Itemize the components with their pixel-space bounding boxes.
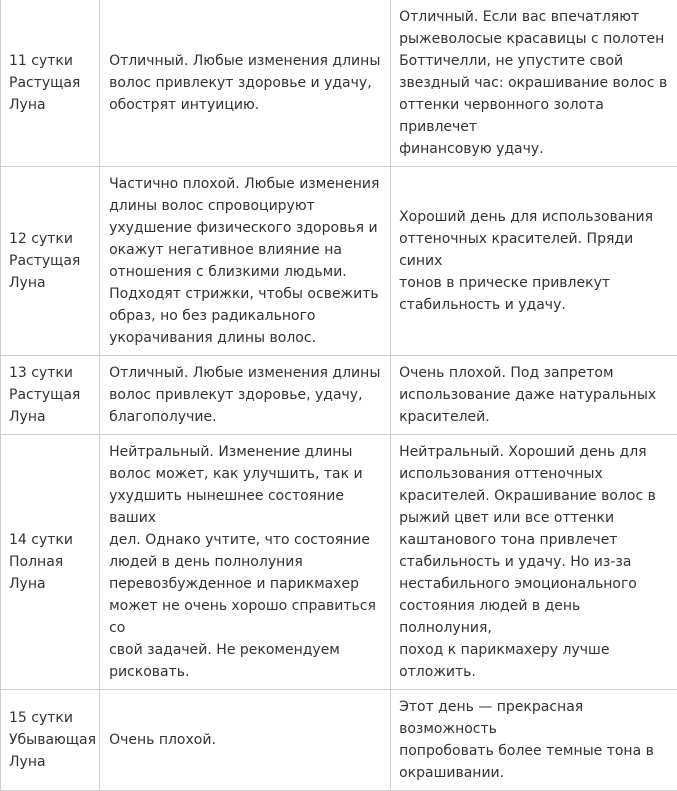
haircut-cell	[100, 690, 391, 791]
table-row	[1, 356, 677, 435]
coloring-cell	[391, 167, 677, 356]
coloring-cell	[391, 0, 677, 167]
haircut-text: Частично плохой. Любые изменения длины волос спровоцируют ухудшение физического здоровья и окажут негативное влияние на отношения с близкими людьми. Подходят стрижки, чтобы освежить образ, но без радикального укорачивания длины волос.	[109, 173, 382, 349]
moon-phase: Убывающая Луна	[9, 729, 95, 773]
haircut-text: Отличный. Любые изменения длины волос привлекут здоровье, удачу, благополучие.	[109, 362, 382, 428]
table-row	[1, 690, 677, 791]
haircut-cell	[100, 356, 391, 435]
moon-phase: Растущая Луна	[9, 384, 95, 428]
table-row	[1, 167, 677, 356]
haircut-text: Отличный. Любые изменения длины волос привлекут здоровье и удачу, обострят интуицию.	[109, 50, 382, 116]
day-number: 12 сутки	[9, 228, 95, 250]
day-number: 15 сутки	[9, 707, 95, 729]
day-cell	[1, 690, 100, 791]
haircut-cell	[100, 435, 391, 690]
day-number: 13 сутки	[9, 362, 95, 384]
day-cell	[1, 0, 100, 167]
coloring-cell	[391, 435, 677, 690]
coloring-text: Этот день — прекрасная возможность попробовать более темные тона в окрашивании.	[399, 696, 671, 784]
coloring-cell	[391, 356, 677, 435]
haircut-cell	[100, 0, 391, 167]
coloring-cell	[391, 690, 677, 791]
moon-phase: Растущая Луна	[9, 72, 95, 116]
haircut-text: Нейтральный. Изменение длины волос может, как улучшить, так и ухудшить нынешнее состояние ваших дел. Однако учтите, что состояние людей в день полнолуния перевозбужденное и парикмахер может не очень хорошо справиться со свой задачей. Не рекомендуем рисковать.	[109, 441, 382, 683]
coloring-text: Нейтральный. Хороший день для использования оттеночных красителей. Окрашивание волос в рыжий цвет или все оттенки каштанового тона привлечет стабильность и удачу. Но из-за нестабильного эмоционального состояния людей в день полнолуния, поход к парикмахеру лучше отложить.	[399, 441, 671, 683]
day-cell	[1, 435, 100, 690]
moon-phase: Растущая Луна	[9, 250, 95, 294]
day-cell	[1, 167, 100, 356]
day-number: 14 сутки	[9, 529, 95, 551]
day-number: 11 сутки	[9, 50, 95, 72]
table-row	[1, 0, 677, 167]
table-body	[1, 0, 677, 791]
haircut-cell	[100, 167, 391, 356]
moon-phase: Полная Луна	[9, 551, 95, 595]
coloring-text: Очень плохой. Под запретом использование даже натуральных красителей.	[399, 362, 671, 428]
haircut-text: Очень плохой.	[109, 729, 382, 751]
coloring-text: Отличный. Если вас впечатляют рыжеволосые красавицы с полотен Боттичелли, не упустите свой звездный час: окрашивание волос в оттенки червонного золота привлечет финансовую удачу.	[399, 6, 671, 160]
day-cell	[1, 356, 100, 435]
table-row	[1, 435, 677, 690]
coloring-text: Хороший день для использования оттеночных красителей. Пряди синих тонов в прическе привлекут стабильность и удачу.	[399, 206, 671, 316]
